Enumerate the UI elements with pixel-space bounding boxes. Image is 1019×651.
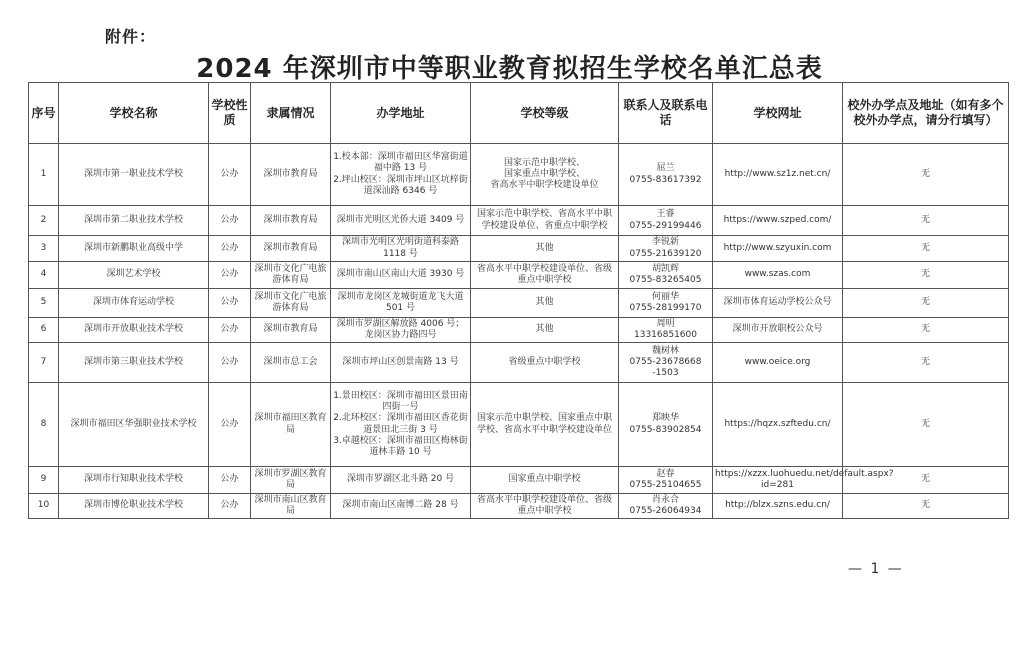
cell-affiliation: 深圳市教育局 <box>251 144 331 206</box>
cell-level: 其他 <box>471 236 619 262</box>
cell-affiliation: 深圳市南山区教育局 <box>251 494 331 519</box>
table-row <box>29 144 1009 206</box>
cell-branch: 无 <box>843 467 1009 494</box>
cell-affiliation: 深圳市教育局 <box>251 236 331 262</box>
cell-name: 深圳市开放职业技术学校 <box>59 318 209 343</box>
cell-contact: 屈兰 0755-83617392 <box>619 144 713 206</box>
cell-website: https://hqzx.szftedu.cn/ <box>713 383 843 467</box>
cell-address: 深圳市南山区南博二路 28 号 <box>331 494 471 519</box>
cell-no: 3 <box>29 236 59 262</box>
cell-nature: 公办 <box>209 262 251 289</box>
table-row <box>29 343 1009 383</box>
cell-level: 国家示范中职学校、国家重点中职学校、省高水平中职学校建设单位 <box>471 383 619 467</box>
cell-nature: 公办 <box>209 343 251 383</box>
table-row <box>29 383 1009 467</box>
table-row <box>29 318 1009 343</box>
cell-name: 深圳市博伦职业技术学校 <box>59 494 209 519</box>
cell-address: 深圳市光明区光明街道科泰路 1118 号 <box>331 236 471 262</box>
cell-no: 4 <box>29 262 59 289</box>
cell-website: https://xzzx.luohuedu.net/default.aspx?id=281 <box>713 467 843 494</box>
cell-branch: 无 <box>843 343 1009 383</box>
cell-website: http://www.szyuxin.com <box>713 236 843 262</box>
cell-no: 6 <box>29 318 59 343</box>
page-number: — 1 — <box>848 561 904 577</box>
cell-name: 深圳市新鹏职业高级中学 <box>59 236 209 262</box>
cell-level: 其他 <box>471 318 619 343</box>
attachment-label: 附件： <box>105 27 157 46</box>
table-header-row <box>29 83 1009 144</box>
cell-no: 1 <box>29 144 59 206</box>
cell-nature: 公办 <box>209 494 251 519</box>
cell-level: 国家示范中职学校、省高水平中职学校建设单位、省重点中职学校 <box>471 206 619 236</box>
cell-address: 深圳市坪山区创景南路 13 号 <box>331 343 471 383</box>
school-table <box>28 82 1009 519</box>
cell-nature: 公办 <box>209 383 251 467</box>
header-no: 序号 <box>29 83 59 144</box>
header-branch: 校外办学点及地址（如有多个校外办学点，请分行填写） <box>843 83 1009 144</box>
cell-website: https://www.szped.com/ <box>713 206 843 236</box>
table-row <box>29 467 1009 494</box>
cell-website: 深圳市体育运动学校公众号 <box>713 289 843 318</box>
cell-name: 深圳市福田区华强职业技术学校 <box>59 383 209 467</box>
cell-website: http://www.sz1z.net.cn/ <box>713 144 843 206</box>
cell-contact: 胡凯辉 0755-83265405 <box>619 262 713 289</box>
cell-nature: 公办 <box>209 318 251 343</box>
cell-no: 10 <box>29 494 59 519</box>
cell-contact: 何丽华 0755-28199170 <box>619 289 713 318</box>
header-address: 办学地址 <box>331 83 471 144</box>
cell-level: 省高水平中职学校建设单位、省级重点中职学校 <box>471 262 619 289</box>
cell-contact: 李锐新 0755-21639120 <box>619 236 713 262</box>
cell-contact: 肖永合 0755-26064934 <box>619 494 713 519</box>
cell-nature: 公办 <box>209 467 251 494</box>
cell-branch: 无 <box>843 494 1009 519</box>
table-row <box>29 494 1009 519</box>
header-website: 学校网址 <box>713 83 843 144</box>
cell-affiliation: 深圳市文化广电旅游体育局 <box>251 262 331 289</box>
cell-level: 其他 <box>471 289 619 318</box>
cell-website: http://blzx.szns.edu.cn/ <box>713 494 843 519</box>
page-title: 2024 年深圳市中等职业教育拟招生学校名单汇总表 <box>196 54 823 84</box>
cell-contact: 郑映华 0755-83902854 <box>619 383 713 467</box>
cell-website: 深圳市开放职校公众号 <box>713 318 843 343</box>
cell-branch: 无 <box>843 206 1009 236</box>
table-row <box>29 289 1009 318</box>
cell-affiliation: 深圳市文化广电旅游体育局 <box>251 289 331 318</box>
cell-name: 深圳市第二职业技术学校 <box>59 206 209 236</box>
cell-branch: 无 <box>843 383 1009 467</box>
cell-affiliation: 深圳市教育局 <box>251 206 331 236</box>
header-contact: 联系人及联系电话 <box>619 83 713 144</box>
cell-address: 深圳市龙岗区龙城街道龙飞大道 501 号 <box>331 289 471 318</box>
cell-no: 8 <box>29 383 59 467</box>
header-name: 学校名称 <box>59 83 209 144</box>
cell-contact: 赵春 0755-25104655 <box>619 467 713 494</box>
cell-branch: 无 <box>843 289 1009 318</box>
cell-level: 国家重点中职学校 <box>471 467 619 494</box>
header-affiliation: 隶属情况 <box>251 83 331 144</box>
table-row <box>29 206 1009 236</box>
cell-branch: 无 <box>843 262 1009 289</box>
cell-contact: 王睿 0755-29199446 <box>619 206 713 236</box>
cell-address: 深圳市罗湖区北斗路 20 号 <box>331 467 471 494</box>
cell-level: 省高水平中职学校建设单位、省级重点中职学校 <box>471 494 619 519</box>
cell-name: 深圳市体育运动学校 <box>59 289 209 318</box>
table-row <box>29 262 1009 289</box>
cell-level: 省级重点中职学校 <box>471 343 619 383</box>
header-nature: 学校性质 <box>209 83 251 144</box>
cell-nature: 公办 <box>209 289 251 318</box>
cell-name: 深圳市第三职业技术学校 <box>59 343 209 383</box>
table-row <box>29 236 1009 262</box>
cell-level: 国家示范中职学校、 国家重点中职学校、 省高水平中职学校建设单位 <box>471 144 619 206</box>
cell-website: www.szas.com <box>713 262 843 289</box>
cell-branch: 无 <box>843 144 1009 206</box>
cell-address: 深圳市南山区南山大道 3930 号 <box>331 262 471 289</box>
cell-address: 深圳市罗湖区解放路 4006 号；龙岗区协力路四号 <box>331 318 471 343</box>
cell-address: 深圳市光明区光侨大道 3409 号 <box>331 206 471 236</box>
cell-affiliation: 深圳市总工会 <box>251 343 331 383</box>
cell-branch: 无 <box>843 236 1009 262</box>
cell-affiliation: 深圳市教育局 <box>251 318 331 343</box>
cell-name: 深圳市第一职业技术学校 <box>59 144 209 206</box>
cell-affiliation: 深圳市福田区教育局 <box>251 383 331 467</box>
cell-no: 5 <box>29 289 59 318</box>
cell-nature: 公办 <box>209 236 251 262</box>
header-level: 学校等级 <box>471 83 619 144</box>
cell-no: 9 <box>29 467 59 494</box>
cell-name: 深圳艺术学校 <box>59 262 209 289</box>
cell-contact: 魏树林 0755-23678668 -1503 <box>619 343 713 383</box>
cell-address: 1.校本部：深圳市福田区华富街道福中路 13 号 2.坪山校区：深圳市坪山区坑梓街道深汕路 6346 号 <box>331 144 471 206</box>
cell-branch: 无 <box>843 318 1009 343</box>
cell-address: 1.景田校区：深圳市福田区景田南四街一号 2.北环校区：深圳市福田区香花街道景田北三街 3 号 3.卓越校区：深圳市福田区梅林街道林丰路 10 号 <box>331 383 471 467</box>
cell-nature: 公办 <box>209 206 251 236</box>
cell-nature: 公办 <box>209 144 251 206</box>
cell-website: www.oeice.org <box>713 343 843 383</box>
cell-affiliation: 深圳市罗湖区教育局 <box>251 467 331 494</box>
cell-contact: 周明 13316851600 <box>619 318 713 343</box>
cell-no: 2 <box>29 206 59 236</box>
cell-no: 7 <box>29 343 59 383</box>
cell-name: 深圳市行知职业技术学校 <box>59 467 209 494</box>
